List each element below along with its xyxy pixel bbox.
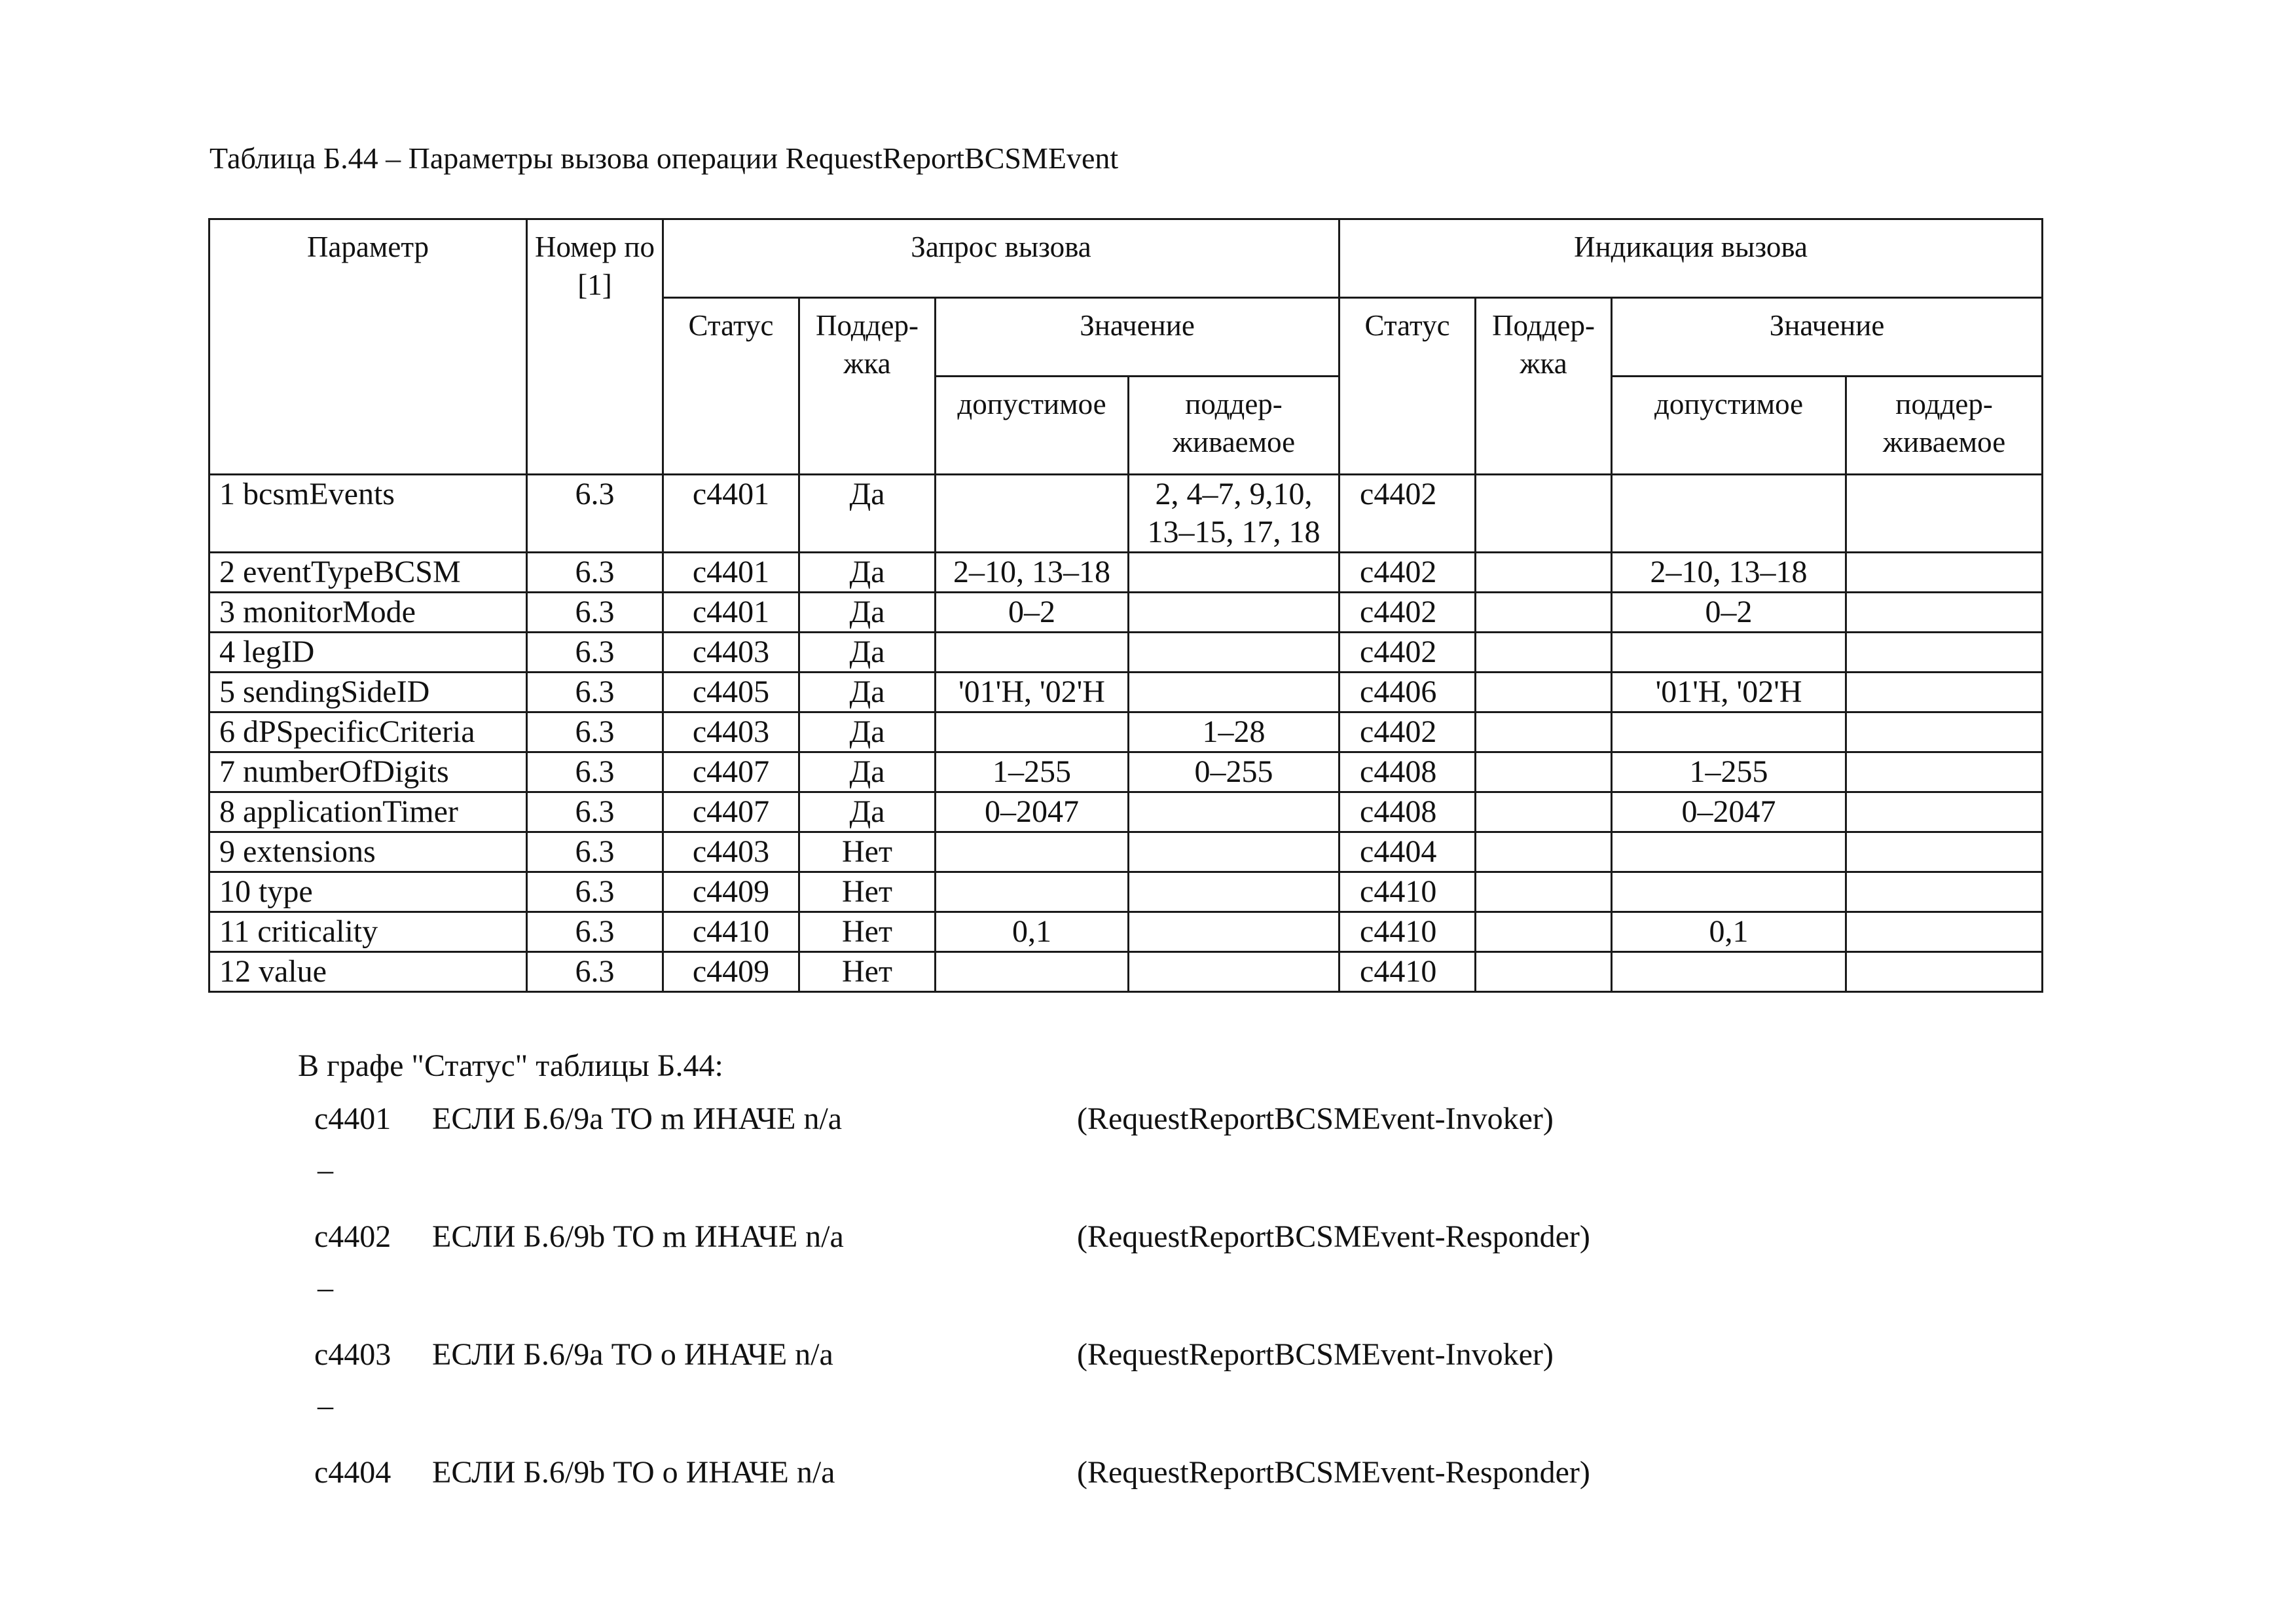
cell-req-supported	[1129, 553, 1339, 593]
cell-ind-supported	[1846, 475, 2043, 553]
cell-req-allowed	[936, 633, 1129, 673]
cell-req-supported	[1129, 673, 1339, 712]
cell-ind-support	[1476, 832, 1612, 872]
cell-parameter: 7 numberOfDigits	[210, 752, 527, 792]
header-ind-allowed: допустимое	[1612, 377, 1846, 475]
cell-ind-allowed: 2–10, 13–18	[1612, 553, 1846, 593]
cell-req-supported: 1–28	[1129, 712, 1339, 752]
cell-number: 6.3	[527, 712, 663, 752]
cell-req-support: Нет	[799, 952, 936, 992]
table-row	[210, 673, 2043, 712]
cell-req-support: Да	[799, 593, 936, 633]
cell-ind-support	[1476, 633, 1612, 673]
cell-req-support: Да	[799, 633, 936, 673]
table-row	[210, 832, 2043, 872]
cell-req-supported	[1129, 912, 1339, 952]
cell-parameter: 6 dPSpecificCriteria	[210, 712, 527, 752]
cell-req-support: Нет	[799, 872, 936, 912]
cell-req-allowed: 0–2047	[936, 792, 1129, 832]
condition-code: c4401	[314, 1101, 392, 1136]
cell-parameter: 10 type	[210, 872, 527, 912]
cell-parameter: 12 value	[210, 952, 527, 992]
cell-ind-status: c4404	[1339, 832, 1476, 872]
table-row	[210, 475, 2043, 553]
cell-req-status: c4407	[663, 752, 799, 792]
condition-rule: ЕСЛИ Б.6/9а ТО о ИНАЧЕ n/a	[432, 1337, 833, 1372]
cell-req-status: c4405	[663, 673, 799, 712]
table-row	[210, 712, 2043, 752]
cell-ind-allowed: '01'H, '02'H	[1612, 673, 1846, 712]
header-ind-status: Статус	[1339, 298, 1476, 475]
cell-req-supported: 2, 4–7, 9,10, 13–15, 17, 18	[1129, 475, 1339, 553]
cell-ind-allowed	[1612, 475, 1846, 553]
cell-req-support: Да	[799, 752, 936, 792]
header-ind-supported: поддер-живаемое	[1846, 377, 2043, 475]
condition-dash: –	[318, 1153, 333, 1187]
header-req-allowed: допустимое	[936, 377, 1129, 475]
header-ind-support: Поддер-жка	[1476, 298, 1612, 475]
cell-parameter: 2 eventTypeBCSM	[210, 553, 527, 593]
cell-ind-supported	[1846, 593, 2043, 633]
cell-number: 6.3	[527, 912, 663, 952]
cell-req-allowed	[936, 475, 1129, 553]
cell-req-status: c4401	[663, 553, 799, 593]
cell-ind-status: c4410	[1339, 912, 1476, 952]
cell-ind-supported	[1846, 912, 2043, 952]
cell-number: 6.3	[527, 633, 663, 673]
cell-req-status: c4409	[663, 872, 799, 912]
cell-req-allowed: 0,1	[936, 912, 1129, 952]
condition-dash: –	[318, 1270, 333, 1305]
cell-ind-allowed	[1612, 872, 1846, 912]
condition-role: (RequestReportBCSMEvent-Invoker)	[1077, 1337, 1554, 1372]
cell-ind-supported	[1846, 752, 2043, 792]
cell-req-status: c4403	[663, 712, 799, 752]
condition-item	[298, 1454, 1590, 1572]
cell-parameter: 8 applicationTimer	[210, 792, 527, 832]
cell-ind-support	[1476, 952, 1612, 992]
table-row	[210, 952, 2043, 992]
table-row	[210, 792, 2043, 832]
header-req-value: Значение	[936, 298, 1339, 377]
table-row	[210, 593, 2043, 633]
cell-ind-status: c4408	[1339, 792, 1476, 832]
header-indication-group: Индикация вызова	[1339, 219, 2043, 298]
cell-ind-allowed	[1612, 712, 1846, 752]
cell-req-allowed	[936, 952, 1129, 992]
cell-req-status: c4401	[663, 593, 799, 633]
cell-ind-allowed	[1612, 832, 1846, 872]
cell-number: 6.3	[527, 673, 663, 712]
header-req-status: Статус	[663, 298, 799, 475]
cell-ind-status: c4402	[1339, 475, 1476, 553]
cell-ind-supported	[1846, 872, 2043, 912]
cell-ind-status: c4402	[1339, 593, 1476, 633]
cell-ind-support	[1476, 593, 1612, 633]
condition-role: (RequestReportBCSMEvent-Responder)	[1077, 1455, 1590, 1490]
cell-ind-supported	[1846, 673, 2043, 712]
cell-ind-allowed	[1612, 952, 1846, 992]
cell-ind-supported	[1846, 792, 2043, 832]
cell-req-supported	[1129, 593, 1339, 633]
condition-dash: –	[318, 1388, 333, 1423]
cell-number: 6.3	[527, 832, 663, 872]
cell-ind-support	[1476, 752, 1612, 792]
table-row	[210, 633, 2043, 673]
cell-req-allowed	[936, 832, 1129, 872]
condition-item	[298, 1101, 1554, 1219]
cell-ind-support	[1476, 553, 1612, 593]
cell-parameter: 11 criticality	[210, 912, 527, 952]
cell-req-status: c4410	[663, 912, 799, 952]
header-req-supported: поддер-живаемое	[1129, 377, 1339, 475]
cell-number: 6.3	[527, 593, 663, 633]
cell-ind-status: c4402	[1339, 633, 1476, 673]
condition-item	[298, 1219, 1590, 1337]
cell-req-supported	[1129, 952, 1339, 992]
table-row	[210, 752, 2043, 792]
cell-ind-supported	[1846, 712, 2043, 752]
cell-ind-support	[1476, 712, 1612, 752]
cell-parameter: 5 sendingSideID	[210, 673, 527, 712]
cell-ind-support	[1476, 872, 1612, 912]
cell-req-allowed	[936, 872, 1129, 912]
cell-ind-support	[1476, 792, 1612, 832]
cell-req-supported: 0–255	[1129, 752, 1339, 792]
cell-req-allowed: 1–255	[936, 752, 1129, 792]
cell-ind-supported	[1846, 952, 2043, 992]
header-req-support: Поддер-жка	[799, 298, 936, 475]
cell-req-status: c4401	[663, 475, 799, 553]
condition-code: c4403	[314, 1337, 392, 1372]
cell-ind-allowed: 0–2047	[1612, 792, 1846, 832]
cell-parameter: 1 bcsmEvents	[210, 475, 527, 553]
cell-req-support: Да	[799, 792, 936, 832]
table-row	[210, 912, 2043, 952]
cell-req-support: Да	[799, 712, 936, 752]
cell-ind-allowed: 0,1	[1612, 912, 1846, 952]
condition-code: c4404	[314, 1455, 392, 1490]
cell-ind-allowed	[1612, 633, 1846, 673]
cell-ind-allowed: 1–255	[1612, 752, 1846, 792]
condition-rule: ЕСЛИ Б.6/9b ТО о ИНАЧЕ n/a	[432, 1455, 835, 1490]
condition-rule: ЕСЛИ Б.6/9а ТО m ИНАЧЕ n/a	[432, 1101, 843, 1136]
cell-ind-status: c4402	[1339, 553, 1476, 593]
cell-req-status: c4403	[663, 832, 799, 872]
cell-req-support: Да	[799, 553, 936, 593]
cell-ind-support	[1476, 912, 1612, 952]
cell-ind-status: c4402	[1339, 712, 1476, 752]
cell-ind-support	[1476, 475, 1612, 553]
cell-number: 6.3	[527, 553, 663, 593]
condition-rule: ЕСЛИ Б.6/9b ТО m ИНАЧЕ n/a	[432, 1219, 844, 1254]
cell-number: 6.3	[527, 752, 663, 792]
cell-req-allowed: '01'H, '02'H	[936, 673, 1129, 712]
cell-number: 6.3	[527, 792, 663, 832]
header-number: Номер по [1]	[527, 219, 663, 475]
table-row	[210, 872, 2043, 912]
header-ind-value: Значение	[1612, 298, 2043, 377]
parameters-table	[208, 218, 2043, 993]
cell-req-status: c4407	[663, 792, 799, 832]
header-parameter: Параметр	[210, 219, 527, 475]
table-row	[210, 553, 2043, 593]
cell-ind-supported	[1846, 553, 2043, 593]
condition-item	[298, 1337, 1554, 1454]
cell-req-support: Нет	[799, 912, 936, 952]
cell-parameter: 4 legID	[210, 633, 527, 673]
cell-parameter: 9 extensions	[210, 832, 527, 872]
condition-role: (RequestReportBCSMEvent-Responder)	[1077, 1219, 1590, 1254]
status-notes	[298, 1048, 1590, 1572]
cell-parameter: 3 monitorMode	[210, 593, 527, 633]
cell-req-support: Нет	[799, 832, 936, 872]
cell-req-support: Да	[799, 475, 936, 553]
cell-req-allowed: 0–2	[936, 593, 1129, 633]
cell-req-allowed	[936, 712, 1129, 752]
cell-req-supported	[1129, 872, 1339, 912]
cell-number: 6.3	[527, 872, 663, 912]
cell-ind-allowed: 0–2	[1612, 593, 1846, 633]
cell-ind-supported	[1846, 633, 2043, 673]
cell-req-supported	[1129, 832, 1339, 872]
cell-req-support: Да	[799, 673, 936, 712]
cell-req-supported	[1129, 633, 1339, 673]
cell-req-status: c4409	[663, 952, 799, 992]
notes-title: В графе "Статус" таблицы Б.44:	[298, 1048, 723, 1083]
cell-ind-support	[1476, 673, 1612, 712]
condition-code: c4402	[314, 1219, 392, 1254]
cell-req-allowed: 2–10, 13–18	[936, 553, 1129, 593]
condition-role: (RequestReportBCSMEvent-Invoker)	[1077, 1101, 1554, 1136]
cell-number: 6.3	[527, 952, 663, 992]
cell-req-supported	[1129, 792, 1339, 832]
header-request-group: Запрос вызова	[663, 219, 1339, 298]
cell-ind-status: c4408	[1339, 752, 1476, 792]
cell-ind-status: c4410	[1339, 952, 1476, 992]
cell-ind-supported	[1846, 832, 2043, 872]
cell-ind-status: c4410	[1339, 872, 1476, 912]
cell-req-status: c4403	[663, 633, 799, 673]
cell-ind-status: c4406	[1339, 673, 1476, 712]
cell-number: 6.3	[527, 475, 663, 553]
table-caption: Таблица Б.44 – Параметры вызова операции RequestReportBCSMEvent	[210, 141, 1119, 175]
